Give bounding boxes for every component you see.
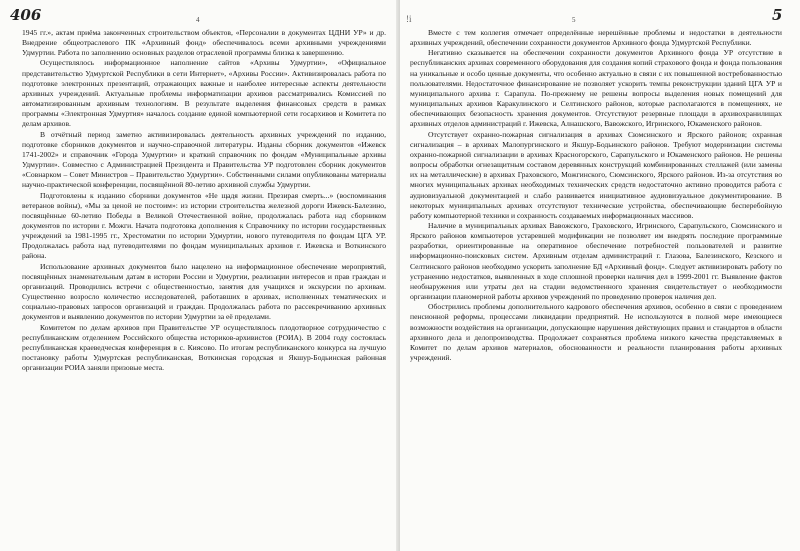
paragraph: Негативно сказывается на обеспечении сохранности документов Архивного фонда УР отсутствие в республиканских архивах современного оборудования для создания копий страхового фонда и фонда пользования на уникальные и особо ценные документы, что особенно актуально в связи с их повышенной востребованностью пользователями. Недостаточное финансирование не позволяет ускорить темпы реконструкции зданий ЦГА УР и муниципального архива г. Сарапула. По-прежнему не решены вопросы выделения новых помещений для муниципальных архивов Каракулинского и Селтинского районов, которые располагаются в помещениях, не обеспечивающих безопасность хранения документов. Отсутствуют резервные площади в архивохранилищах архивных отделов администраций г. Ижевска, Алнашского, Вавожского, Игринского, Юкаменского районов. [410, 48, 782, 129]
paragraph: Комитетом по делам архивов при Правительстве УР осуществлялось плодотворное сотрудничество с республиканским отделением Российского общества историков-архивистов (РОИА). В 2004 году состоялась республиканская краеведческая конференция в с. Киясово. По итогам республиканского конкурса на лучшую постановку работы Удмуртская республиканская, Воткинская городская и Якшур-Бодьинская районная организации РОИА заняли призовые места. [22, 322, 386, 373]
handwritten-page-number: 406 [10, 6, 42, 24]
paragraph: Использование архивных документов было нацелено на информационное обеспечение мероприятий, посвящённых знаменательным датам в истории России и Удмуртии, реализации интересов и прав граждан и организаций. Проводились встречи с общественностью, занятия для учащихся и экскурсии по архивам. Существенно возросло количество исследователей, работавших в архивах, исполненных тематических и социально-правовых запросов организаций и граждан. Продолжалась работа по рассекречиванию архивных документов и выявлению документов по истории Удмуртии за её пределами. [22, 261, 386, 322]
left-page-text [22, 28, 386, 373]
printed-page-number: 5 [572, 16, 576, 24]
paragraph: Осуществлялось информационное наполнение сайтов «Архивы Удмуртии», «Официальное представительство Удмуртской Республики в сети Интернет», «Архивы России». Активизировалась работа по подготовке электронных презентаций, отражающих важные и наиболее интересные аспекты деятельности архивных учреждений. Актуальные проблемы информатизации архивов рассматривались Комиссией по автоматизированным архивным технологиям. В результате выделения финансовых средств в рамках программы «Электронная Удмуртия» началось создание единой компьютерной сети госархивов и Комитета по делам архивов. [22, 58, 386, 129]
right-page [400, 0, 800, 551]
paragraph: 1945 гг.», актам приёма законченных строительством объектов, «Персоналии в документах ЦДНИ УР» и др. Внедрение общеотраслевого ПК «Архивный фонд» обеспечивалось всеми архивными учреждениями Удмуртии. Работа по заполнению основных разделов отраслевой программы близка к завершению. [22, 28, 386, 58]
paragraph: Подготовлены к изданию сборники документов «Не щадя жизни. Презирая смерть...» (воспоминания ветеранов войны), «Мы за ценой не постоим»: из истории строительства железной дороги Ижевск-Балезино, посвящённые 60-летию Победы в Великой Отечественной войне, продолжалась работа над сборником документов по истории г. Можги. Начата подготовка дополнения к Справочнику по истории государственных учреждений за 1981-1995 гг., Хрестоматии по истории Удмуртии, нового путеводителя по фондам ЦГА УР. Продолжалась работа над путеводителями по фондам муниципальных архивов г. Ижевска и Воткинского района. [22, 190, 386, 261]
corner-mark: !i [406, 14, 412, 24]
handwritten-page-number: 5 [772, 6, 783, 24]
printed-page-number: 4 [196, 16, 200, 24]
paragraph: Вместе с тем коллегия отмечает определённые нерешённые проблемы и недостатки в деятельности архивных учреждений, обеспечении сохранности документов Архивного фонда Удмуртской Республики. [410, 28, 782, 48]
right-page-text [410, 28, 782, 363]
paragraph: Отсутствует охранно-пожарная сигнализация в архивах Сюмсинского и Ярского районов; охранная сигнализация – в архивах Малопургинского и Якшур-Бодьинского районов. Требуют модернизации системы охранно-пожарной сигнализации в архивах Красногорского, Сарапульского и Юкаменского районов. Не решены вопросы обработки огнезащитным составом деревянных конструкций комбинированных стеллажей (или замены их на металлические) в архивах Граховского, Можгинского, Сюмсинского, Ярского районов. Из-за отсутствия во многих муниципальных архивах необходимых технических средств недостаточно активно проводится работа с аудиовизуальной документацией и слабо развивается инициативное аудиовизуальное документирование. В некоторых муниципальных архивах отсутствуют технические устройства, обеспечивающие бесперебойную работу компьютерной техники и сохранность создаваемых информационных массивов. [410, 129, 782, 220]
paragraph: В отчётный период заметно активизировалась деятельность архивных учреждений по изданию, подготовке сборников документов и научно-справочной литературы. Изданы сборник документов «Ижевск 1741-2002» и справочник «Города Удмуртии» и краткий справочник по фондам «Муниципальные архивы Удмуртии». Совместно с Администрацией Президента и Правительства УР подготовлен сборник документов «Совнарком – Совет Министров – Правительство Удмуртии». Собственными силами опубликованы материалы научно-практической конференции, посвящённой 80-летию архивной службы Удмуртии. [22, 129, 386, 190]
paragraph: Обострились проблемы дополнительного кадрового обеспечения архивов, особенно в связи с проведением пенсионной реформы, процессами ликвидации предприятий. Не используются в полной мере имеющиеся возможности воздействия на организации, допускающие нарушения действующих правил и стандартов в области архивного дела и делопроизводства. Продолжает сохраняться проблема низкого качества представляемых в Комитет по делам архивов материалов, обоснованности и реальности планирования работы архивных учреждений. [410, 302, 782, 362]
paragraph: Наличие в муниципальных архивах Вавожского, Граховского, Игринского, Сарапульского, Сюмсинского и Ярского районов компьютеров устаревшей модификации не позволяет им внедрять последние программные разработки, ориентированные на оперативное обеспечение потребностей пользователей и развитие информационно-поисковых систем. Архивным отделам администраций г. Глазова, Балезинского, Кезского и Селтинского районов необходимо ускорить заполнение БД «Архивный фонд». Следует активизировать работу по устранению недостатков, выявленных в ходе сплошной проверки наличия дел в 1999-2001 гг. Выявление фактов необнаружения или утраты дел на стадии ведомственного хранения свидетельствует о необходимости организации планомерной работы архивов учреждений по проведению проверок наличия дел. [410, 220, 782, 302]
